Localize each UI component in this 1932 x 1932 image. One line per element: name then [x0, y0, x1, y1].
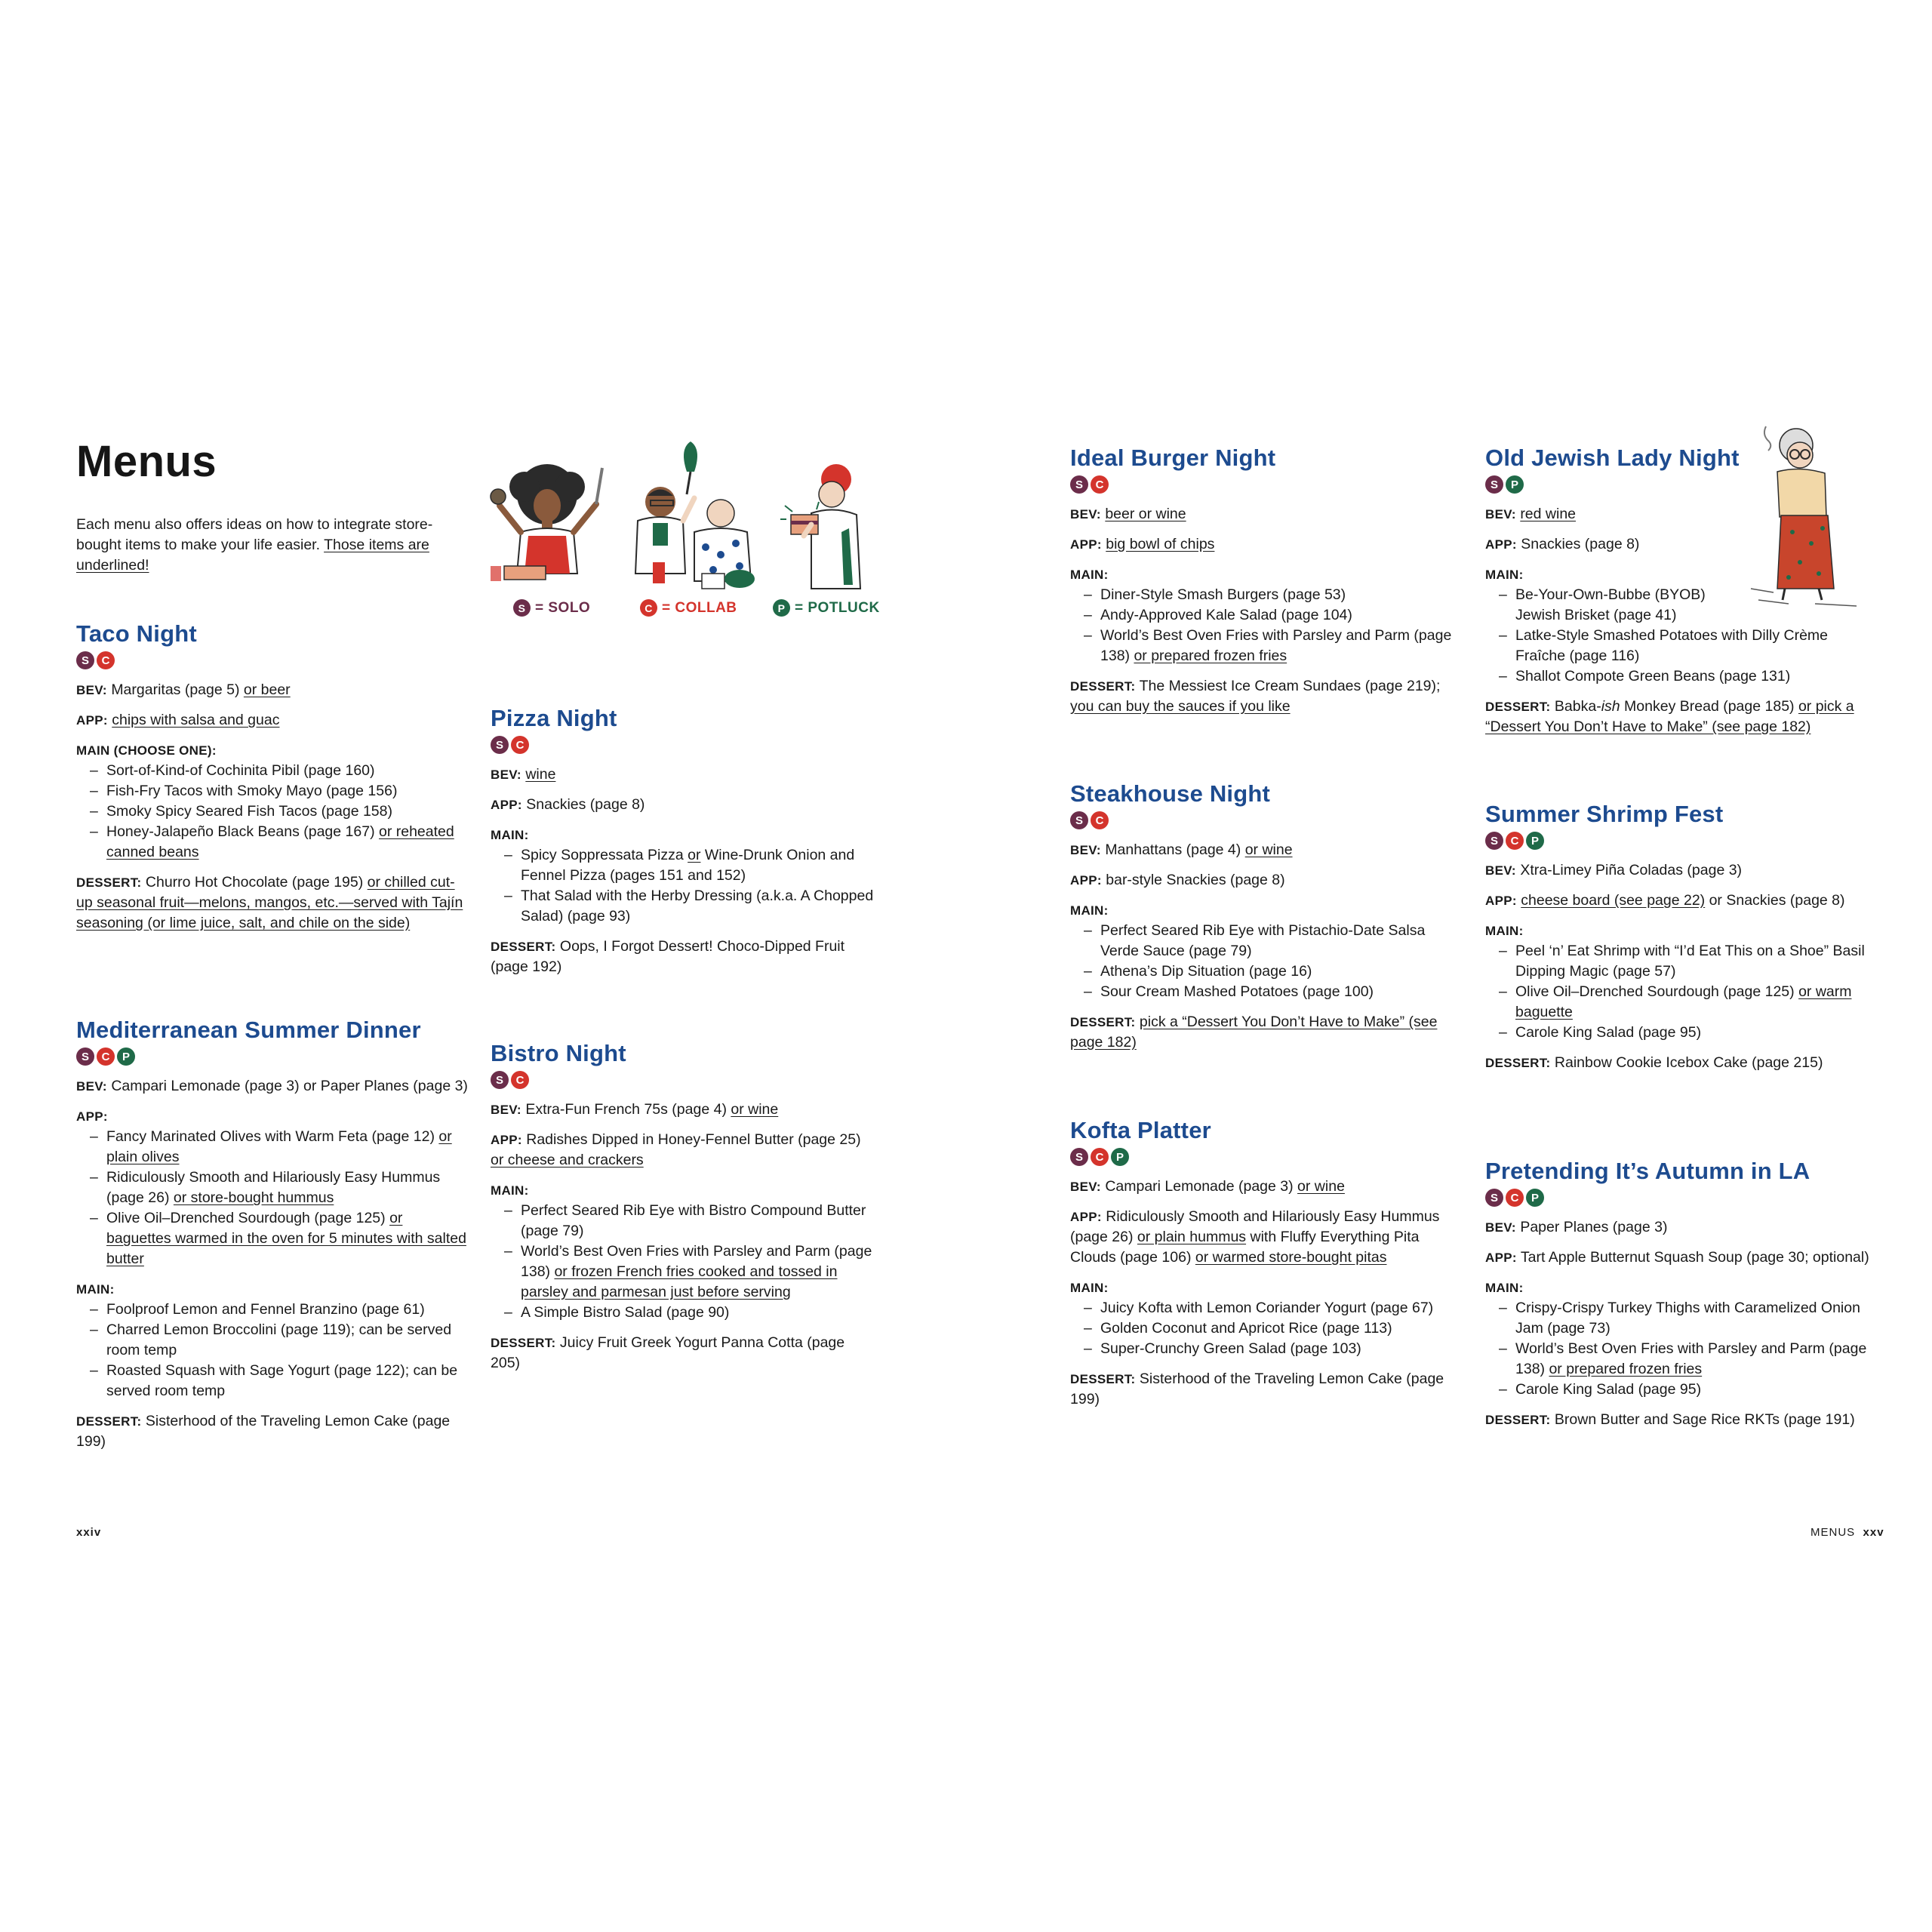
bev-label: BEV: [491, 1103, 521, 1117]
list-item [1100, 626, 1455, 666]
list-item [1100, 585, 1455, 605]
intro-text: Each menu also offers ideas on how to integrate store-bought items to make your life easier. [76, 516, 433, 553]
app-underlined: or warmed store-bought pitas [1195, 1249, 1387, 1266]
list-item [106, 1168, 469, 1208]
dessert-line [491, 1333, 875, 1374]
item-text: Sour Cream Mashed Potatoes (page 100) [1100, 983, 1374, 1000]
collab-badge-icon: C [640, 599, 657, 617]
list-item [521, 1303, 875, 1323]
app-line [1485, 891, 1870, 911]
bev-underlined: or wine [1297, 1178, 1345, 1195]
dessert-text: Oops, I Forgot Dessert! Choco-Dipped Fruit (page 192) [491, 938, 845, 975]
item-text: Athena’s Dip Situation (page 16) [1100, 963, 1312, 980]
bev-line [1485, 1217, 1870, 1238]
item-text: Diner-Style Smash Burgers (page 53) [1100, 586, 1346, 603]
dessert-text: The Messiest Ice Cream Sundaes (page 219); [1139, 678, 1441, 694]
app-text: Snackies (page 8) [1521, 536, 1640, 552]
app-label: APP: [1070, 1210, 1102, 1224]
list-item [1515, 585, 1742, 626]
app-underlined: cheese board (see page 22) [1521, 892, 1706, 909]
bev-label: BEV: [491, 768, 521, 782]
collab-badge-icon: C [1091, 1148, 1109, 1166]
app-line [76, 710, 469, 731]
dessert-label: DESSERT: [1070, 679, 1136, 694]
list-item [521, 1241, 875, 1303]
app-label: APP: [1485, 894, 1517, 908]
solo-badge-icon: S [1485, 832, 1503, 850]
list-item [521, 845, 875, 886]
menu-title: Summer Shrimp Fest [1485, 801, 1724, 827]
page-number-left: xxiv [76, 1526, 102, 1539]
menu-badges [76, 1048, 469, 1066]
list-item [1515, 1023, 1870, 1043]
app-text: or Snackies (page 8) [1705, 892, 1845, 909]
app-label: APP: [76, 713, 108, 728]
app-underlined: big bowl of chips [1106, 536, 1215, 552]
item-text: Golden Coconut and Apricot Rice (page 113) [1100, 1320, 1392, 1337]
dessert-line [1485, 1410, 1870, 1430]
list-item [1100, 921, 1455, 961]
list-item [1100, 605, 1455, 626]
bev-line [76, 1076, 469, 1097]
menu-badges [1070, 1148, 1455, 1167]
collab-badge-icon: C [511, 736, 529, 754]
item-text: Honey-Jalapeño Black Beans (page 167) [106, 823, 379, 840]
list-item [106, 1127, 469, 1168]
item-text: Super-Crunchy Green Salad (page 103) [1100, 1340, 1361, 1357]
menu-badges [491, 1071, 875, 1090]
menu-title: Pretending It’s Autumn in LA [1485, 1158, 1810, 1184]
bev-underlined: or wine [731, 1101, 779, 1118]
bev-label: BEV: [76, 1079, 107, 1094]
bev-text: Campari Lemonade (page 3) or Paper Planes (page 3) [111, 1078, 468, 1094]
app-underlined: or cheese and crackers [491, 1152, 644, 1168]
menu-title: Steakhouse Night [1070, 780, 1271, 807]
dessert-text: Brown Butter and Sage Rice RKTs (page 191) [1554, 1411, 1855, 1428]
menu-title: Ideal Burger Night [1070, 445, 1276, 471]
potluck-badge-icon: P [1526, 832, 1544, 850]
dessert-label: DESSERT: [1070, 1372, 1136, 1386]
legend-solo [513, 599, 590, 617]
menu-old-jewish-lady-night [1485, 443, 1870, 747]
collab-badge-icon: C [511, 1071, 529, 1089]
menu-title: Pizza Night [491, 705, 617, 731]
list-item [106, 1320, 469, 1361]
legend-potluck [773, 599, 880, 617]
menu-pizza-night [491, 703, 875, 987]
list-item [521, 1201, 875, 1241]
item-text: Foolproof Lemon and Fennel Branzino (page 61) [106, 1301, 425, 1318]
item-text: Charred Lemon Broccolini (page 119); can be served room temp [106, 1321, 452, 1358]
list-item [106, 761, 469, 781]
potluck-badge-icon: P [773, 599, 790, 617]
dessert-line [1070, 1012, 1455, 1053]
app-label: APP: [491, 798, 522, 812]
item-text: Olive Oil–Drenched Sourdough (page 125) [1515, 983, 1799, 1000]
main-label: MAIN: [1485, 1281, 1524, 1295]
main-list [1070, 921, 1455, 1002]
item-underlined: or [688, 847, 701, 863]
item-text: Spicy Soppressata Pizza [521, 847, 688, 863]
app-line [1070, 1207, 1455, 1268]
main-label: MAIN: [491, 1183, 529, 1198]
item-text: A Simple Bistro Salad (page 90) [521, 1304, 730, 1321]
item-underlined: or prepared frozen fries [1134, 648, 1287, 664]
list-item [521, 886, 875, 927]
item-text: Olive Oil–Drenched Sourdough (page 125) [106, 1210, 390, 1226]
app-text: Ridiculously Smooth and Hilariously Easy Hummus (page 26) [1070, 1208, 1440, 1245]
dessert-line [1070, 676, 1455, 717]
bev-text: Margaritas (page 5) [111, 681, 244, 698]
list-item [106, 781, 469, 801]
list-item [106, 801, 469, 822]
dessert-label: DESSERT: [76, 1414, 142, 1429]
bev-line [491, 764, 875, 785]
app-label: APP: [1070, 537, 1102, 552]
app-line [1070, 534, 1455, 555]
menu-steakhouse-night [1070, 779, 1455, 1063]
app-label: APP: [76, 1109, 108, 1124]
item-text: Juicy Kofta with Lemon Coriander Yogurt (page 67) [1100, 1300, 1434, 1316]
menu-title: Old Jewish Lady Night [1485, 445, 1740, 471]
solo-badge-icon: S [1070, 1148, 1088, 1166]
item-text: Andy-Approved Kale Salad (page 104) [1100, 607, 1352, 623]
main-label: MAIN (CHOOSE ONE): [76, 743, 217, 758]
dessert-line [76, 1411, 469, 1452]
collab-cooks-illustration [619, 441, 762, 592]
solo-badge-icon: S [1070, 811, 1088, 829]
list-item [1100, 1318, 1455, 1339]
list-item [1515, 1380, 1870, 1400]
dessert-line [76, 872, 469, 934]
dessert-text: Sisterhood of the Traveling Lemon Cake (page 199) [76, 1413, 451, 1450]
menu-mediterranean-summer-dinner [76, 1015, 469, 1462]
item-text: Roasted Squash with Sage Yogurt (page 122); can be served room temp [106, 1362, 458, 1399]
bev-label: BEV: [1070, 507, 1101, 521]
app-text: with Fluffy Everything Pita Clouds (page 106) [1070, 1229, 1420, 1266]
app-text: bar-style Snackies (page 8) [1106, 872, 1285, 888]
menu-taco-night [76, 619, 469, 943]
list-item [1100, 961, 1455, 982]
menu-badges [1070, 475, 1455, 494]
item-text: Wine-Drunk Onion and Fennel Pizza (pages 151 and 152) [521, 847, 855, 884]
solo-badge-icon: S [1485, 475, 1503, 494]
menu-badges [1485, 1189, 1870, 1208]
legend-potluck-label: = POTLUCK [795, 599, 880, 616]
list-item [1515, 1339, 1870, 1380]
list-item [1515, 626, 1855, 666]
item-text: World’s Best Oven Fries with Parsley and Parm (page 138) [521, 1243, 872, 1280]
collab-badge-icon: C [1506, 832, 1524, 850]
bev-label: BEV: [1070, 843, 1101, 857]
menu-title: Kofta Platter [1070, 1117, 1211, 1143]
list-item [1515, 666, 1855, 687]
list-item [1100, 982, 1455, 1002]
main-list [1485, 585, 1855, 687]
list-item [1100, 1298, 1455, 1318]
main-list [76, 1300, 469, 1401]
potluck-badge-icon: P [1111, 1148, 1129, 1166]
potluck-badge-icon: P [1506, 475, 1524, 494]
running-head: MENUS [1810, 1526, 1856, 1539]
item-text: World’s Best Oven Fries with Parsley and Parm (page 138) [1515, 1340, 1867, 1377]
item-text: Carole King Salad (page 95) [1515, 1024, 1702, 1041]
solo-badge-icon: S [491, 736, 509, 754]
bev-line [1070, 504, 1455, 525]
menu-kofta-platter [1070, 1115, 1455, 1420]
main-list [1070, 585, 1455, 666]
legend-collab-label: = COLLAB [662, 599, 737, 616]
legend-solo-label: = SOLO [535, 599, 591, 616]
app-text: Tart Apple Butternut Squash Soup (page 30; optional) [1520, 1249, 1869, 1266]
dessert-text: Monkey Bread (page 185) [1620, 698, 1798, 715]
menu-badges [76, 651, 469, 670]
main-label: MAIN: [1070, 903, 1109, 918]
bev-text: Xtra-Limey Piña Coladas (page 3) [1520, 862, 1743, 878]
dessert-label: DESSERT: [1485, 1413, 1551, 1427]
bev-label: BEV: [76, 683, 107, 697]
dessert-line [491, 937, 875, 977]
intro-paragraph [76, 515, 446, 576]
menu-badges [1070, 811, 1455, 830]
menu-badges [491, 736, 875, 755]
bev-label: BEV: [1485, 1220, 1516, 1235]
main-label: MAIN: [1485, 924, 1524, 938]
main-list [491, 845, 875, 927]
folio-left [76, 1526, 101, 1539]
app-label: APP: [491, 1133, 522, 1147]
item-text: Shallot Compote Green Beans (page 131) [1515, 668, 1791, 685]
dessert-underlined: or chilled cut-up seasonal fruit—melons, mangos, etc.—served with Tajín seasoning (or lime juice, salt, and chile on the side) [76, 874, 463, 931]
list-item [1100, 1339, 1455, 1359]
dessert-label: DESSERT: [491, 940, 556, 954]
dessert-label: DESSERT: [76, 875, 142, 890]
item-text: Sort-of-Kind-of Cochinita Pibil (page 160) [106, 762, 375, 779]
main-label: MAIN: [1070, 1281, 1109, 1295]
collab-badge-icon: C [1506, 1189, 1524, 1207]
dessert-text: Juicy Fruit Greek Yogurt Panna Cotta (page 205) [491, 1334, 845, 1371]
potluck-badge-icon: P [1526, 1189, 1544, 1207]
main-label: MAIN: [1070, 568, 1109, 582]
menu-bistro-night [491, 1038, 875, 1383]
collab-badge-icon: C [97, 651, 115, 669]
bev-underlined: wine [525, 766, 556, 783]
page-number-right: xxv [1863, 1526, 1884, 1539]
dessert-text: Rainbow Cookie Icebox Cake (page 215) [1554, 1054, 1823, 1071]
item-underlined: or prepared frozen fries [1549, 1361, 1703, 1377]
list-item [106, 822, 469, 863]
dessert-label: DESSERT: [1485, 700, 1551, 714]
dessert-underlined: you can buy the sauces if you like [1070, 698, 1291, 715]
dessert-label: DESSERT: [491, 1336, 556, 1350]
item-underlined: or store-bought hummus [173, 1189, 334, 1206]
solo-badge-icon: S [1485, 1189, 1503, 1207]
list-item [1515, 941, 1870, 982]
main-label: MAIN: [491, 828, 529, 842]
legend-collab [640, 599, 737, 617]
app-line [1070, 870, 1455, 891]
item-text: Smoky Spicy Seared Fish Tacos (page 158) [106, 803, 392, 820]
bev-underlined: red wine [1520, 506, 1577, 522]
app-text: Radishes Dipped in Honey-Fennel Butter (page 25) [526, 1131, 861, 1148]
page-title: Menus [76, 437, 217, 486]
solo-badge-icon: S [76, 1048, 94, 1066]
bev-label: BEV: [1485, 863, 1516, 878]
bev-line [1485, 860, 1870, 881]
main-label: MAIN: [76, 1282, 115, 1297]
potluck-cook-illustration [777, 460, 875, 596]
item-text: That Salad with the Herby Dressing (a.k.a. A Chopped Salad) (page 93) [521, 888, 874, 924]
dessert-text: Sisterhood of the Traveling Lemon Cake (page 199) [1070, 1371, 1444, 1407]
dessert-italic: ish [1601, 698, 1620, 715]
item-underlined: or reheated canned beans [106, 823, 454, 860]
item-text: Crispy-Crispy Turkey Thighs with Caramelized Onion Jam (page 73) [1515, 1300, 1860, 1337]
item-text: Ridiculously Smooth and Hilariously Easy Hummus (page 26) [106, 1169, 441, 1206]
menu-pretending-its-autumn-in-la [1485, 1156, 1870, 1440]
solo-badge-icon: S [491, 1071, 509, 1089]
app-list [76, 1127, 469, 1269]
main-list [1485, 941, 1870, 1043]
main-list [1070, 1298, 1455, 1359]
app-line [1485, 1247, 1870, 1268]
bev-text: Extra-Fun French 75s (page 4) [525, 1101, 731, 1118]
list-item [106, 1361, 469, 1401]
item-text: Fancy Marinated Olives with Warm Feta (page 12) [106, 1128, 439, 1145]
solo-badge-icon: S [1070, 475, 1088, 494]
potluck-badge-icon: P [117, 1048, 135, 1066]
item-text: Perfect Seared Rib Eye with Bistro Compound Butter (page 79) [521, 1202, 866, 1239]
bev-text: Paper Planes (page 3) [1520, 1219, 1668, 1235]
main-list [76, 761, 469, 863]
item-text: Latke-Style Smashed Potatoes with Dilly Crème Fraîche (page 116) [1515, 627, 1829, 664]
collab-badge-icon: C [97, 1048, 115, 1066]
item-underlined: or warm baguette [1515, 983, 1852, 1020]
dessert-label: DESSERT: [1485, 1056, 1551, 1070]
bev-text: Campari Lemonade (page 3) [1105, 1178, 1298, 1195]
bev-line [1485, 504, 1870, 525]
app-label: APP: [1070, 873, 1102, 888]
bev-line [1070, 1177, 1455, 1197]
intro-underlined-text: Those items are underlined! [76, 537, 429, 574]
dessert-line [1070, 1369, 1455, 1410]
main-label: MAIN: [1485, 568, 1524, 582]
main-list [491, 1201, 875, 1323]
folio-right [1810, 1526, 1884, 1539]
list-item [1515, 1298, 1870, 1339]
list-item [106, 1208, 469, 1269]
collab-badge-icon: C [1091, 475, 1109, 494]
menu-title: Bistro Night [491, 1040, 626, 1066]
menu-title: Taco Night [76, 620, 197, 647]
bev-label: BEV: [1070, 1180, 1101, 1194]
dessert-label: DESSERT: [1070, 1015, 1136, 1029]
menu-title: Mediterranean Summer Dinner [76, 1017, 421, 1043]
item-text: Carole King Salad (page 95) [1515, 1381, 1702, 1398]
dessert-underlined: or pick a “Dessert You Don’t Have to Make” (see page 182) [1485, 698, 1854, 735]
dessert-line [1485, 697, 1870, 737]
bev-line [1070, 840, 1455, 860]
item-text: Peel ‘n’ Eat Shrimp with “I’d Eat This on a Shoe” Basil Dipping Magic (page 57) [1515, 943, 1865, 980]
solo-cook-illustration [483, 453, 611, 592]
bev-line [76, 680, 469, 700]
menu-ideal-burger-night [1070, 443, 1455, 727]
app-line [491, 1130, 875, 1171]
bev-underlined: or beer [243, 681, 291, 698]
app-label: APP: [1485, 537, 1517, 552]
dessert-underlined: pick a “Dessert You Don’t Have to Make” (see page 182) [1070, 1014, 1438, 1051]
item-text: Fish-Fry Tacos with Smoky Mayo (page 156) [106, 783, 398, 799]
item-underlined: or baguettes warmed in the oven for 5 minutes with salted butter [106, 1210, 466, 1267]
dessert-line [1485, 1053, 1870, 1073]
bev-text: Manhattans (page 4) [1105, 841, 1245, 858]
item-text: World’s Best Oven Fries with Parsley and Parm (page 138) [1100, 627, 1452, 664]
menu-summer-shrimp-fest [1485, 799, 1870, 1083]
item-underlined: or frozen French fries cooked and tossed in parsley and parmesan just before serving [521, 1263, 838, 1300]
item-text: Be-Your-Own-Bubbe (BYOB) Jewish Brisket (page 41) [1515, 586, 1706, 623]
dessert-text: Churro Hot Chocolate (page 195) [145, 874, 368, 891]
list-item [106, 1300, 469, 1320]
bev-underlined: beer or wine [1105, 506, 1186, 522]
item-text: Perfect Seared Rib Eye with Pistachio-Date Salsa Verde Sauce (page 79) [1100, 922, 1426, 959]
menu-badges [1485, 832, 1870, 851]
main-list [1485, 1298, 1870, 1400]
item-underlined: or plain olives [106, 1128, 452, 1165]
bev-label: BEV: [1485, 507, 1516, 521]
app-line [1485, 534, 1870, 555]
bev-underlined: or wine [1244, 841, 1293, 858]
app-text: Snackies (page 8) [526, 796, 645, 813]
app-label: APP: [1485, 1251, 1517, 1265]
solo-badge-icon: S [76, 651, 94, 669]
app-line [491, 795, 875, 815]
list-item [1515, 982, 1870, 1023]
app-underlined: or plain hummus [1137, 1229, 1247, 1245]
collab-badge-icon: C [1091, 811, 1109, 829]
menu-badges [1485, 475, 1870, 494]
app-underlined: chips with salsa and guac [112, 712, 280, 728]
dessert-text: Babka- [1554, 698, 1601, 715]
bev-line [491, 1100, 875, 1120]
solo-badge-icon: S [513, 599, 531, 617]
